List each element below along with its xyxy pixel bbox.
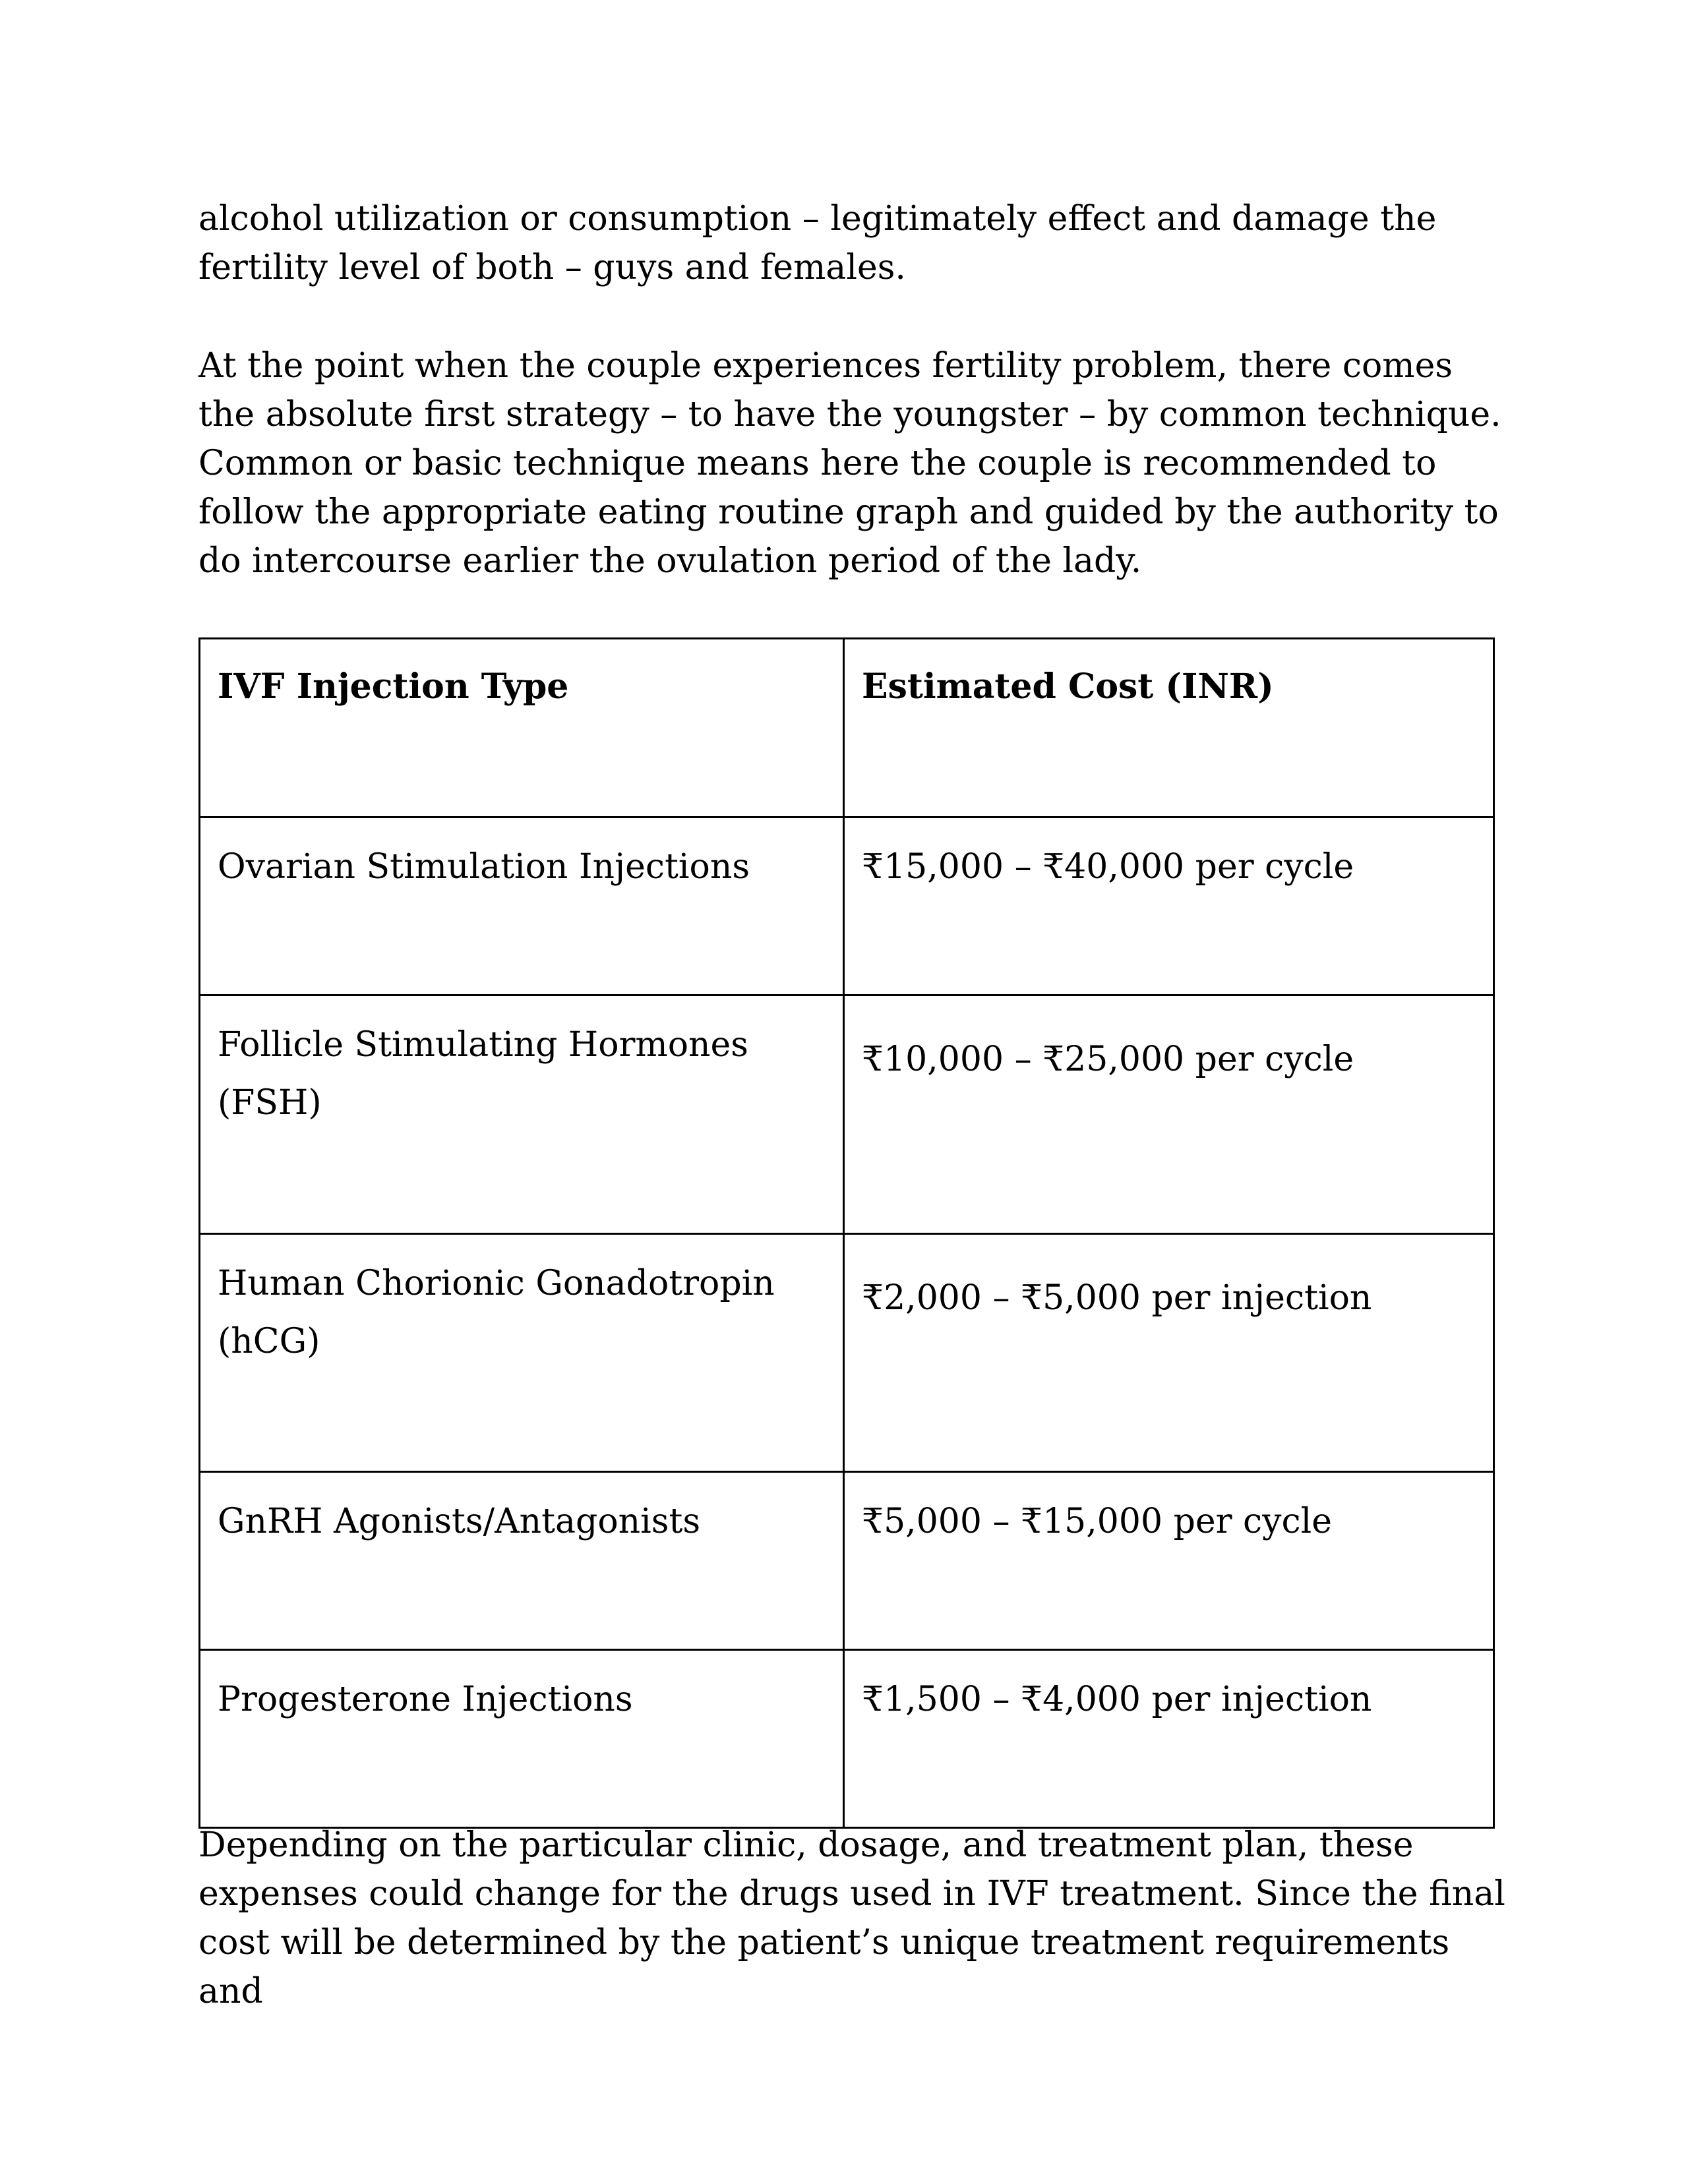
table-row: [200, 1234, 1494, 1472]
paragraph-strategy: At the point when the couple experiences fertility problem, there comes the absolute first strategy – to have the youngster – by common technique. Common or basic technique means here the couple is recommended to follow the appropriate eating routine graph and guided by the authority to do intercourse earlier the ovulation period of the lady.: [198, 346, 1501, 581]
header-estimated-cost: Estimated Cost (INR): [844, 639, 1494, 817]
header-injection-type: IVF Injection Type: [200, 639, 844, 817]
injection-type-cell: GnRH Agonists/Antagonists: [200, 1472, 844, 1650]
paragraph-conclusion: Depending on the particular clinic, dosage, and treatment plan, these expenses could change for the drugs used in IVF treatment. Since the final cost will be determined by the patient’s unique treatment requirements and: [198, 1825, 1505, 2011]
cost-cell: ₹5,000 – ₹15,000 per cycle: [844, 1472, 1494, 1650]
cost-cell: ₹15,000 – ₹40,000 per cycle: [844, 817, 1494, 995]
injection-type-cell: Progesterone Injections: [200, 1650, 844, 1828]
table-row: [200, 1472, 1494, 1650]
cost-cell: ₹2,000 – ₹5,000 per injection: [844, 1234, 1494, 1472]
ivf-injection-cost-table: [198, 637, 1495, 1829]
injection-type-cell: Ovarian Stimulation Injections: [200, 817, 844, 995]
paragraph-intro: alcohol utilization or consumption – legitimately effect and damage the fertility level of both – guys and females.: [198, 199, 1437, 287]
injection-type-cell: Human Chorionic Gonadotropin (hCG): [200, 1234, 844, 1472]
cost-cell: ₹10,000 – ₹25,000 per cycle: [844, 995, 1494, 1234]
cost-cell: ₹1,500 – ₹4,000 per injection: [844, 1650, 1494, 1828]
table-row: [200, 817, 1494, 995]
injection-type-cell: Follicle Stimulating Hormones (FSH): [200, 995, 844, 1234]
table-row: [200, 995, 1494, 1234]
table-header-row: [200, 639, 1494, 817]
table-row: [200, 1650, 1494, 1828]
